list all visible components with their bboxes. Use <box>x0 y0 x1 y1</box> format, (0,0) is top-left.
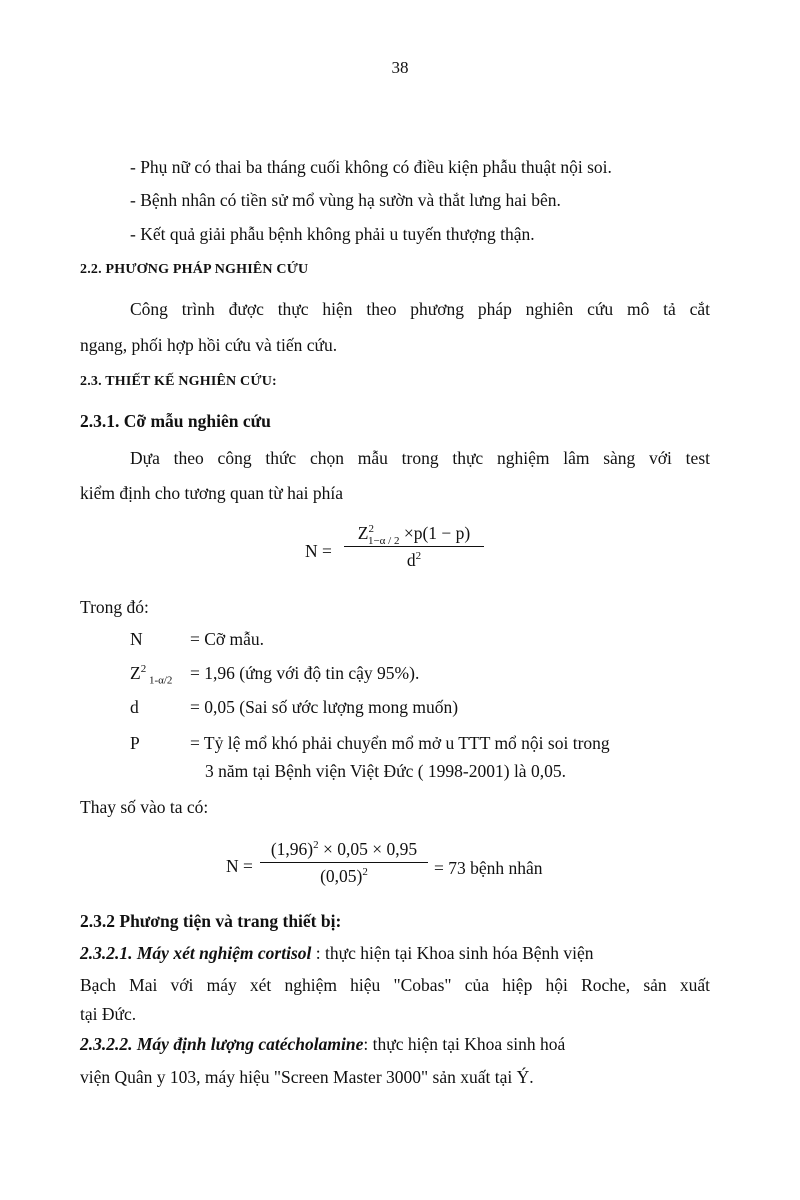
definition-row <box>0 628 800 650</box>
formula-denominator: $(0,05)^2$ <box>320 866 368 886</box>
equipment-text: : thực hiện tại Khoa sinh hóa Bệnh viện <box>311 943 594 963</box>
formula-denominator: $d^2$ <box>406 550 422 570</box>
paragraph-line <box>80 974 710 996</box>
paragraph-line: kiểm định cho tương quan từ hai phía <box>80 483 343 503</box>
bullet-item: - Bệnh nhân có tiền sử mổ vùng hạ sườn và thắt lưng hai bên. <box>130 190 561 210</box>
formula-sample-size <box>344 522 484 571</box>
formula-numerator: $Z^2_{1-\alpha / 2} \times p(1 - p)$ <box>344 522 484 547</box>
bullet-item: - Kết quả giải phẫu bệnh không phải u tuyến thượng thận. <box>130 224 535 244</box>
sub-heading-2-3-1: 2.3.1. Cỡ mẫu nghiên cứu <box>80 411 271 431</box>
paragraph-text: Công trình được thực hiện theo phương pháp nghiên cứu mô tả cắt <box>130 299 710 319</box>
definition-value: = Tỷ lệ mổ khó phải chuyển mổ mở u TTT mổ nội soi trong <box>190 733 610 753</box>
definition-value-continued: 3 năm tại Bệnh viện Việt Đức ( 1998-2001) là 0,05. <box>205 761 566 781</box>
definition-value: = 1,96 (ứng với độ tin cậy 95%). <box>190 663 420 683</box>
paragraph-line <box>130 298 710 320</box>
formula-calculation <box>260 838 428 887</box>
paragraph-line: viện Quân y 103, máy hiệu "Screen Master 3000" sản xuất tại Ý. <box>80 1067 534 1087</box>
formula-lhs: N = <box>305 541 332 561</box>
paragraph-line <box>130 447 710 469</box>
definition-key: d <box>130 697 139 717</box>
definition-key: N <box>130 629 143 649</box>
equipment-title: 2.3.2.1. Máy xét nghiệm cortisol <box>80 943 312 963</box>
formula-result: = 73 bệnh nhân <box>434 858 543 878</box>
paragraph-text: Dựa theo công thức chọn mẫu trong thực nghiệm lâm sàng với test <box>130 448 710 468</box>
section-heading-2-3: 2.3. THIẾT KẾ NGHIÊN CỨU: <box>80 374 277 389</box>
trong-do-label: Trong đó: <box>80 597 149 617</box>
section-heading-2-2: 2.2. PHƯƠNG PHÁP NGHIÊN CỨU <box>80 262 309 277</box>
page-number: 38 <box>391 58 409 77</box>
paragraph-line: ngang, phối hợp hồi cứu và tiến cứu. <box>80 335 338 355</box>
definition-row <box>0 696 800 718</box>
definition-key: $Z^2$ $_{1-\alpha/2}$ <box>130 663 173 687</box>
equipment-title: 2.3.2.2. Máy định lượng catécholamine <box>80 1034 364 1054</box>
definition-row <box>0 662 800 687</box>
equipment-text: : thực hiện tại Khoa sinh hoá <box>363 1034 566 1054</box>
paragraph-line: tại Đức. <box>80 1004 137 1024</box>
definition-value: = 0,05 (Sai số ước lượng mong muốn) <box>190 697 459 717</box>
bullet-item: - Phụ nữ có thai ba tháng cuối không có điều kiện phẫu thuật nội soi. <box>130 157 612 177</box>
paragraph-text: Bạch Mai với máy xét nghiệm hiệu "Cobas" của hiệp hội Roche, sản xuất <box>80 975 710 995</box>
definition-row <box>0 732 800 754</box>
sub-heading-2-3-2: 2.3.2 Phương tiện và trang thiết bị: <box>80 911 342 931</box>
definition-key: P <box>130 733 140 753</box>
thay-so-label: Thay số vào ta có: <box>80 797 209 817</box>
definition-value: = Cỡ mẫu. <box>190 629 265 649</box>
equipment-item-1 <box>80 942 594 964</box>
formula-numerator: $(1,96)^2 \times 0,05 \times 0,95$ <box>260 838 428 863</box>
formula-lhs: N = <box>226 856 253 876</box>
equipment-item-2 <box>80 1033 565 1055</box>
